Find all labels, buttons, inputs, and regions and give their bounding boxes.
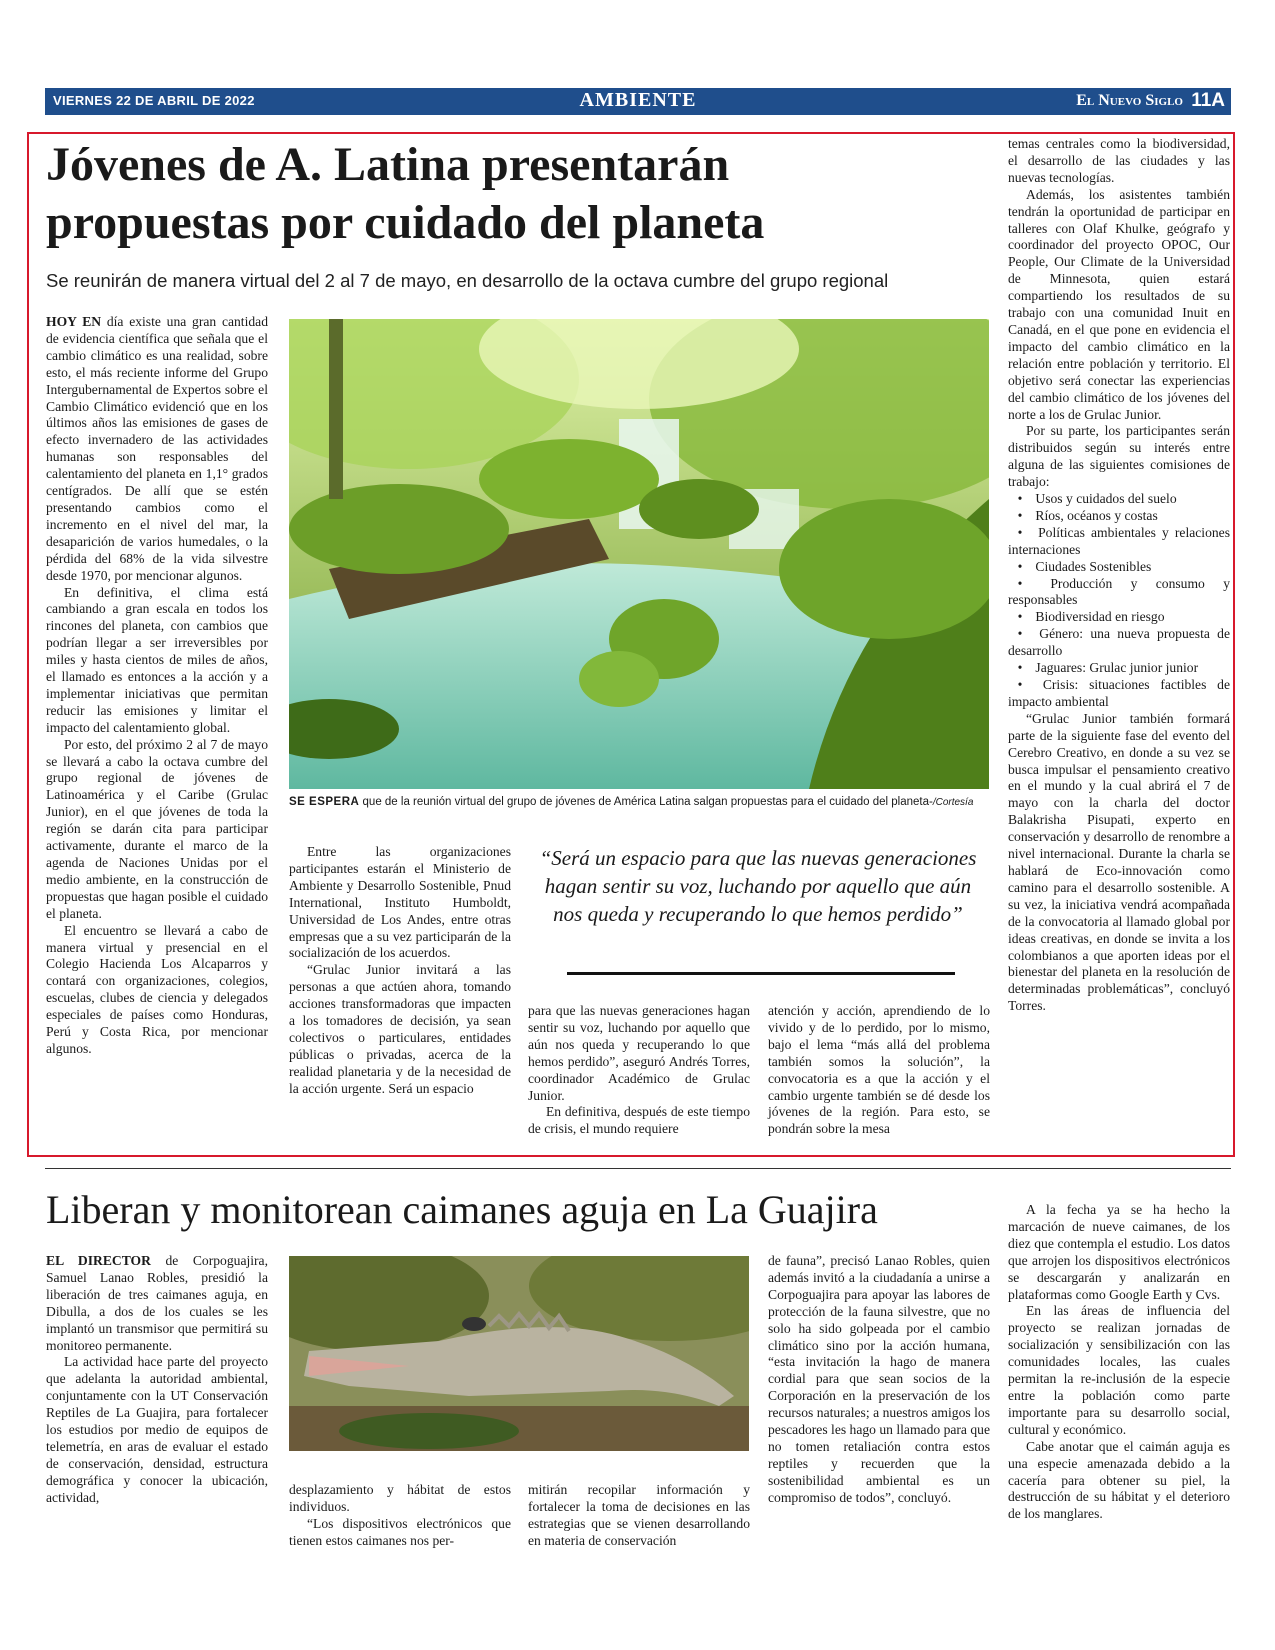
article-column-2 — [289, 844, 511, 1098]
article2-column-1 — [46, 1253, 268, 1507]
article2-column-5 — [1008, 1202, 1230, 1523]
list-item: • Jaguares: Grulac junior junior — [1008, 660, 1230, 677]
article-headline — [46, 136, 986, 252]
list-item: • Género: una nueva propuesta de desarrollo — [1008, 626, 1230, 659]
list-item: • Producción y consumo y responsables — [1008, 575, 1230, 608]
article-column-4 — [768, 1003, 990, 1138]
list-item: • Usos y cuidados del suelo — [1008, 491, 1230, 508]
article2-headline: Liberan y monitorean caimanes aguja en La Guajira — [46, 1187, 878, 1232]
headline-line-2: propuestas por cuidado del planeta — [46, 196, 765, 249]
caption-text: que de la reunión virtual del grupo de jóvenes de América Latina salgan propuestas para el cuidado del planeta- — [359, 796, 933, 808]
paragraph: “Grulac Junior también formará parte de la siguiente fase del evento del Cerebro Creativo, en donde a su vez se busca impulsar el pensamiento creativo en el mundo y la cual abrirá el 7 de mayo con la charla del doctor Balakrisha Pisupati, experto en conservación y desarrollo de renombre a nivel internacional. Durante la charla se hablará de Eco-innovación como camino para el desarrollo sostenible. A su vez, la iniciativa vendrá acompañada de la convocatoria al llamado global por ideas creativas, en donde se invita a los colombianos a que aporten ideas por el bienestar del planeta en la resolución de determinadas problemáticas”, concluyó Torres. — [1008, 710, 1230, 1014]
paragraph: La actividad hace parte del proyecto que adelanta la autoridad ambiental, conjuntamente con la UT Conservación Reptiles de La Guajira, para fortalecer los estudios por medio de equipos de telemetría, en aras de evaluar el estado de conservación, densidad, estructura demográfica y conocer la ubicación, actividad, — [46, 1354, 268, 1505]
list-item: • Políticas ambientales y relaciones internaciones — [1008, 524, 1230, 557]
paragraph: mitirán recopilar información y fortalecer la toma de decisiones en las estrategias que se vienen desarrollando en materia de conservación — [528, 1482, 750, 1548]
photo-caption — [289, 795, 989, 810]
article-column-5 — [1008, 136, 1230, 1015]
caiman-photo — [289, 1256, 749, 1451]
commission-list — [1008, 491, 1230, 711]
bullet-icon: • — [1017, 575, 1023, 591]
paragraph: EL DIRECTOR de Corpoguajira, Samuel Lanao Robles, presidió la liberación de tres caimanes aguja, en Dibulla, a dos de los cuales se les implantó un transmisor que permitirá su monitoreo permanente. — [46, 1253, 268, 1353]
paragraph: “Grulac Junior invitará a las personas a que actúen ahora, tomando acciones transformadoras que impacten a los tomadores de decisión, ya sean colectivos o particulares, entidades públicas o privadas, acerca de la realidad planetaria y de la necesidad de la acción urgente. Será un espacio — [289, 962, 511, 1096]
article-divider — [45, 1168, 1231, 1169]
newspaper-name: El Nuevo Siglo — [1076, 92, 1183, 109]
photo-credit: /Cortesía — [932, 797, 974, 808]
paragraph: En definitiva, el clima está cambiando a gran escala en todos los rincones del planeta, con cambios que podrían llegar a ser irreversibles por miles y hasta cientos de miles de años, el llamado es entonces a la acción y a implementar iniciativas que permitan reducir las emisiones y limitar el impacto del calentamiento global. — [46, 584, 268, 735]
paragraph: Entre las organizaciones participantes estarán el Ministerio de Ambiente y Desarrollo Sostenible, Pnud International, Instituto Humboldt, Universidad de Los Andes, entre otras empresas que a su vez participarán de la socialización de los acuerdos. — [289, 844, 511, 961]
bullet-icon: • — [1017, 507, 1023, 523]
bullet-icon: • — [1017, 558, 1023, 574]
paragraph: En definitiva, después de este tiempo de crisis, el mundo requiere — [528, 1104, 750, 1137]
paragraph: para que las nuevas generaciones hagan sentir su voz, luchando por aquello que aún nos queda y recuperando lo que hemos perdido”, aseguró Andrés Torres, coordinador Académico de Grulac Junior. — [528, 1003, 750, 1103]
paragraph: Por su parte, los participantes serán distribuidos según su interés entre alguna de las siguientes comisiones de trabajo: — [1008, 423, 1230, 490]
list-item: • Ciudades Sostenibles — [1008, 559, 1230, 576]
paragraph: Por esto, del próximo 2 al 7 de mayo se llevará a cabo la octava cumbre del grupo regional de jóvenes de Latinoamérica y el Caribe (Grulac Junior), en el que jóvenes de toda la región se darán cita para participar activamente, durante el marco de la agenda de Naciones Unidas por el medio ambiente, en la construcción de propuestas que hagan posible el cuidado el planeta. — [46, 736, 268, 921]
bullet-icon: • — [1017, 609, 1023, 625]
bullet-icon: • — [1017, 677, 1023, 692]
paragraph: En las áreas de influencia del proyecto se realizan jornadas de socialización y sensibilización con las comunidades locales, las cuales permitan la re-inclusión de la especie entre la población como parte importante para su desarrollo social, cultural y económico. — [1008, 1303, 1230, 1437]
paragraph: A la fecha ya se ha hecho la marcación de nueve caimanes, de los diez que contempla el estudio. Los datos que arrojen los dispositivos electrónicos se descargarán y analizarán en plataformas como Google Earth y Cvs. — [1008, 1202, 1230, 1302]
article2-column-3 — [528, 1482, 750, 1550]
list-item: • Ríos, océanos y costas — [1008, 508, 1230, 525]
article-column-1 — [46, 314, 268, 1058]
paragraph: atención y acción, aprendiendo de lo vivido y de lo perdido, por lo mismo, bajo el lema “más allá del problema también somos la solución”, la convocatoria es a que la acción y el cambio urgente también se dé desde los jóvenes de la región. Para esto, se pondrán sobre la mesa — [768, 1003, 990, 1137]
section-title: AMBIENTE — [579, 89, 697, 111]
paragraph: Además, los asistentes también tendrán la oportunidad de participar en talleres con Olaf Khulke, geógrafo y coordinador del proyecto OPOC, Our People, Our Climate de la Universidad de Minnesota, quien estará compartiendo los resultados de su trabajo con una comunidad Inuit en Canadá, en el que pone en evidencia el impacto del cambio climático en la relación entre población y territorio. El objetivo será conectar las experiencias del cambio climático de los jóvenes del norte a los de Grulac Junior. — [1008, 186, 1230, 422]
bullet-icon: • — [1017, 626, 1023, 642]
paragraph: desplazamiento y hábitat de estos individuos. — [289, 1482, 511, 1514]
bullet-icon: • — [1017, 524, 1023, 540]
article-subtitle: Se reunirán de manera virtual del 2 al 7 de mayo, en desarrollo de la octava cumbre del grupo regional — [46, 270, 889, 291]
article2-column-2 — [289, 1482, 511, 1550]
pull-quote-rule — [567, 972, 955, 975]
article2-column-4 — [768, 1253, 990, 1507]
paragraph: El encuentro se llevará a cabo de manera virtual y presencial en el Colegio Hacienda Los Alcaparros y contará con organizaciones, colegios, escuelas, clubes de ciencia y delegados especiales de países como Honduras, Perú y Costa Rica, por mencionar algunos. — [46, 922, 268, 1056]
article-column-3 — [528, 1003, 750, 1138]
lead-in: HOY EN — [46, 314, 102, 329]
caption-lead: SE ESPERA — [289, 796, 360, 808]
lead-in: EL DIRECTOR — [46, 1253, 151, 1268]
list-item: • Crisis: situaciones factibles de impacto ambiental — [1008, 677, 1230, 709]
waterfall-photo — [289, 319, 989, 789]
paragraph: Cabe anotar que el caimán aguja es una especie amenazada debido a la cacería para obtener su piel, la destrucción de su hábitat y el deterioro de los manglares. — [1008, 1438, 1230, 1522]
page-number: 11A — [1191, 90, 1225, 111]
paragraph: temas centrales como la biodiversidad, el desarrollo de las ciudades y las nuevas tecnologías. — [1008, 136, 1230, 185]
paragraph: “Los dispositivos electrónicos que tienen estos caimanes nos per- — [289, 1515, 511, 1548]
list-item: • Biodiversidad en riesgo — [1008, 609, 1230, 626]
headline-line-1: Jóvenes de A. Latina presentarán — [46, 138, 730, 191]
paragraph: de fauna”, precisó Lanao Robles, quien además invitó a la ciudadanía a unirse a Corpoguajira para apoyar las labores de protección de la fauna silvestre, que no solo ha sido golpeada por el cambio climático sino por la acción humana, “esta invitación la hago de manera cordial para que sean socios de la Corporación en la preservación de los recursos naturales; a nuestros amigos los pescadores les hago un llamado para que no tomen retaliación contra estos reptiles y recuerden que la sostenibilidad ambiental es un compromiso de todos”, concluyó. — [768, 1253, 990, 1505]
header-date: VIERNES 22 DE ABRIL DE 2022 — [53, 93, 255, 108]
page-header — [45, 88, 1231, 115]
pull-quote: “Será un espacio para que las nuevas generaciones hagan sentir su voz, luchando por aquello que aún nos queda y recuperando lo que hemos perdido” — [539, 846, 977, 926]
paragraph: HOY EN día existe una gran cantidad de evidencia científica que señala que el cambio climático es una realidad, sobre esto, el más reciente informe del Grupo Intergubernamental de Expertos sobre el Cambio Climático evidenció que en los últimos años las emisiones de gases de efecto invernadero de las actividades humanas son responsables del calentamiento del planeta en 1,1° grados centígrados. De allí que se estén presentando cambios como el incremento en el nivel del mar, la desaparición de varios humedales, o la pérdida del 68% de la vida silvestre desde 1970, por mencionar algunos. — [46, 314, 268, 583]
bullet-icon: • — [1017, 491, 1023, 507]
bullet-icon: • — [1017, 660, 1023, 676]
